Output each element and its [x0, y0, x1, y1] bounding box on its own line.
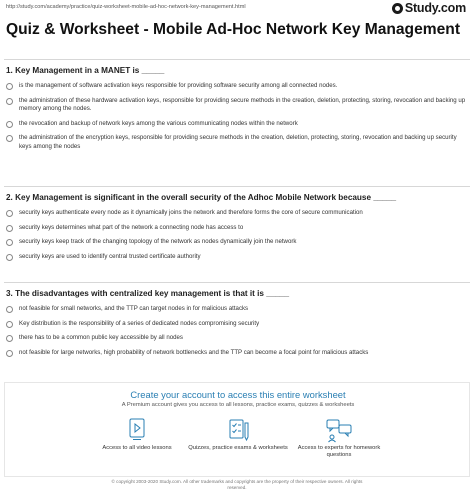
video-lessons-icon [122, 417, 152, 443]
question-2 [6, 192, 468, 261]
divider [4, 282, 470, 283]
page-title: Quiz & Worksheet - Mobile Ad-Hoc Network Key Management [6, 21, 461, 38]
feature-label: Access to all video lessons [102, 445, 172, 451]
divider [4, 186, 470, 187]
answer-option[interactable] [6, 238, 468, 247]
answer-option[interactable] [6, 82, 468, 91]
option-text: not feasible for small networks, and the TTP can target nodes in for malicious attacks [19, 305, 249, 312]
answer-option[interactable] [6, 97, 468, 114]
option-text: there has to be a common public key accessible by all nodes [19, 334, 183, 342]
radio-button[interactable] [6, 306, 13, 313]
answer-option[interactable] [6, 349, 468, 358]
option-text: the administration of these hardware activation keys, responsible for providing secure methods in the creation, deletion, protecting, storing, revocation and backing up memory among the nodes. [19, 96, 466, 113]
option-text: Key distribution is the responsibility of a series of dedicated nodes compromising security [19, 319, 260, 327]
logo-text: Study.com [404, 1, 466, 15]
option-text: security keys keep track of the changing topology of the network as nodes dynamically join the network [19, 238, 297, 246]
radio-button[interactable] [6, 83, 13, 90]
option-text: not feasible for large networks, high probability of network bottlenecks and the TTP can become a focal point for malicious attacks [19, 348, 369, 356]
radio-button[interactable] [6, 135, 13, 142]
page-url[interactable]: http://study.com/academy/practice/quiz-worksheet-mobile-ad-hoc-network-key-management.html [6, 4, 246, 10]
feature-label: Quizzes, practice exams & worksheets [188, 445, 288, 451]
option-text: security keys authenticate every node as it dynamically joins the network and therefore forms the core of secure communication [19, 209, 363, 216]
study-logo[interactable] [392, 1, 466, 15]
divider [4, 59, 470, 60]
radio-button[interactable] [6, 239, 13, 246]
option-text: the revocation and backup of network keys among the various communicating nodes within the network [19, 119, 298, 127]
answer-option[interactable] [6, 134, 468, 151]
quizzes-icon [223, 417, 253, 443]
question-text: 2. Key Management is significant in the overall security of the Adhoc Mobile Network because _____ [6, 193, 397, 202]
top-bar [0, 0, 474, 16]
answer-option[interactable] [6, 253, 468, 262]
question-1 [6, 65, 468, 152]
question-text: 3. The disadvantages with centralized key management is that it is _____ [6, 289, 290, 298]
radio-button[interactable] [6, 321, 13, 328]
radio-button[interactable] [6, 335, 13, 342]
option-text: security keys are used to identify central trusted certificate authority [19, 252, 201, 260]
study-logo-icon [392, 3, 403, 14]
radio-button[interactable] [6, 350, 13, 357]
experts-icon [324, 417, 354, 443]
question-3 [6, 288, 468, 357]
feature-experts [289, 417, 389, 460]
create-account-link[interactable]: Create your account to access this entire worksheet [130, 389, 346, 400]
option-text: security keys determines what part of the network a connecting node has access to [19, 223, 244, 231]
copyright-line: reserved. [227, 485, 247, 491]
answer-option[interactable] [6, 334, 468, 343]
radio-button[interactable] [6, 98, 13, 105]
answer-option[interactable] [6, 209, 468, 218]
answer-option[interactable] [6, 224, 468, 233]
feature-label: Access to experts for homework questions [297, 445, 381, 459]
copyright-footer [0, 479, 474, 491]
copyright-line: © copyright 2003-2020 Study.com. All other trademarks and copyrights are the property of their respective owners. All rights [111, 479, 363, 484]
question-text: 1. Key Management in a MANET is _____ [6, 66, 165, 75]
radio-button[interactable] [6, 225, 13, 232]
radio-button[interactable] [6, 254, 13, 261]
radio-button[interactable] [6, 210, 13, 217]
option-text: is the management of software activation keys responsible for providing software security among all connected nodes. [19, 82, 338, 89]
answer-option[interactable] [6, 305, 468, 314]
answer-option[interactable] [6, 120, 468, 129]
feature-quizzes [188, 417, 288, 452]
premium-account-panel [4, 382, 470, 477]
premium-description: A Premium account gives you access to all lessons, practice exams, quizzes & worksheets [121, 402, 355, 408]
radio-button[interactable] [6, 121, 13, 128]
answer-option[interactable] [6, 320, 468, 329]
feature-video-lessons [87, 417, 187, 452]
option-text: the administration of the encryption keys, responsible for providing secure methods in the creation, deletion, protecting, storing, revocation and backing up security keys among the nodes [19, 134, 457, 150]
